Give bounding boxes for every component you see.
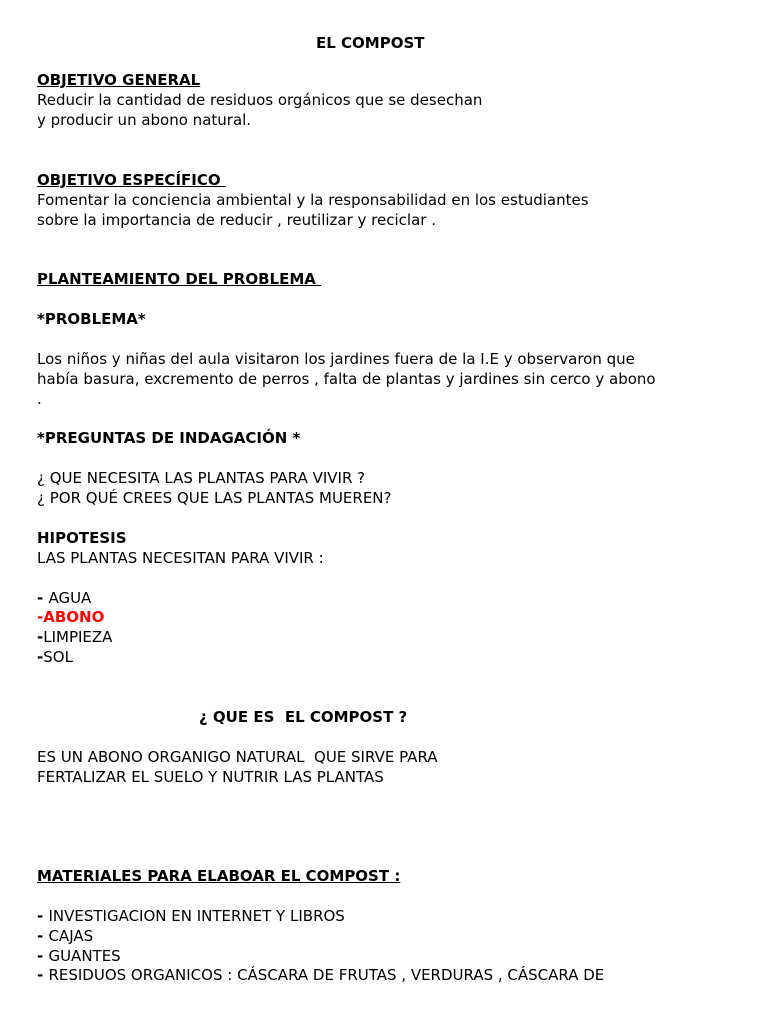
hipotesis-item-text: SOL — [43, 648, 73, 666]
hipotesis-item — [37, 627, 112, 647]
material-item — [37, 965, 604, 985]
material-item-text: RESIDUOS ORGANICOS : CÁSCARA DE FRUTAS , VERDURAS , CÁSCARA DE — [48, 966, 605, 984]
objetivo-especifico-line: Fomentar la conciencia ambiental y la responsabilidad en los estudiantes — [37, 191, 589, 209]
pregunta-item: ¿ QUE NECESITA LAS PLANTAS PARA VIVIR ? — [37, 469, 366, 487]
document-title: EL COMPOST — [316, 34, 425, 52]
material-item-text: INVESTIGACION EN INTERNET Y LIBROS — [48, 907, 345, 925]
objetivo-general-line: y producir un abono natural. — [37, 111, 252, 129]
que-es-line: FERTALIZAR EL SUELO Y NUTRIR LAS PLANTAS — [37, 768, 384, 786]
hipotesis-item-text: ABONO — [43, 608, 105, 626]
problema-line: había basura, excremento de perros , falta de plantas y jardines sin cerco y abono — [37, 370, 656, 388]
list-dash: - — [37, 966, 49, 984]
hipotesis-item-highlighted — [37, 607, 104, 627]
objetivo-especifico-heading: OBJETIVO ESPECÍFICO — [37, 171, 226, 189]
que-es-line: ES UN ABONO ORGANIGO NATURAL QUE SIRVE PARA — [37, 748, 438, 766]
list-dash: - — [37, 589, 49, 607]
list-dash: - — [37, 907, 49, 925]
hipotesis-intro: LAS PLANTAS NECESITAN PARA VIVIR : — [37, 549, 324, 567]
problema-line: Los niños y niñas del aula visitaron los jardines fuera de la I.E y observaron que — [37, 350, 635, 368]
pregunta-item: ¿ POR QUÉ CREES QUE LAS PLANTAS MUEREN? — [37, 489, 392, 507]
list-dash: - — [37, 628, 44, 646]
objetivo-especifico-line: sobre la importancia de reducir , reutilizar y reciclar . — [37, 211, 436, 229]
objetivo-general-heading: OBJETIVO GENERAL — [37, 71, 201, 89]
list-dash: - — [37, 947, 49, 965]
hipotesis-heading: HIPOTESIS — [37, 529, 127, 547]
hipotesis-item — [37, 588, 91, 608]
problema-label: *PROBLEMA* — [37, 310, 146, 328]
planteamiento-heading: PLANTEAMIENTO DEL PROBLEMA — [37, 270, 322, 288]
material-item-text: GUANTES — [48, 947, 121, 965]
que-es-heading: ¿ QUE ES EL COMPOST ? — [199, 708, 408, 726]
list-dash: - — [37, 648, 44, 666]
hipotesis-item-text: LIMPIEZA — [43, 628, 113, 646]
objetivo-general-line: Reducir la cantidad de residuos orgánicos que se desechan — [37, 91, 483, 109]
material-item — [37, 906, 345, 926]
material-item-text: CAJAS — [48, 927, 94, 945]
hipotesis-item — [37, 647, 73, 667]
hipotesis-item-text: AGUA — [48, 589, 92, 607]
problema-line: . — [37, 390, 42, 408]
material-item — [37, 926, 93, 946]
material-item — [37, 946, 121, 966]
materiales-heading: MATERIALES PARA ELABOAR EL COMPOST : — [37, 867, 401, 885]
list-dash: - — [37, 608, 44, 626]
preguntas-heading: *PREGUNTAS DE INDAGACIÓN * — [37, 429, 301, 447]
list-dash: - — [37, 927, 49, 945]
